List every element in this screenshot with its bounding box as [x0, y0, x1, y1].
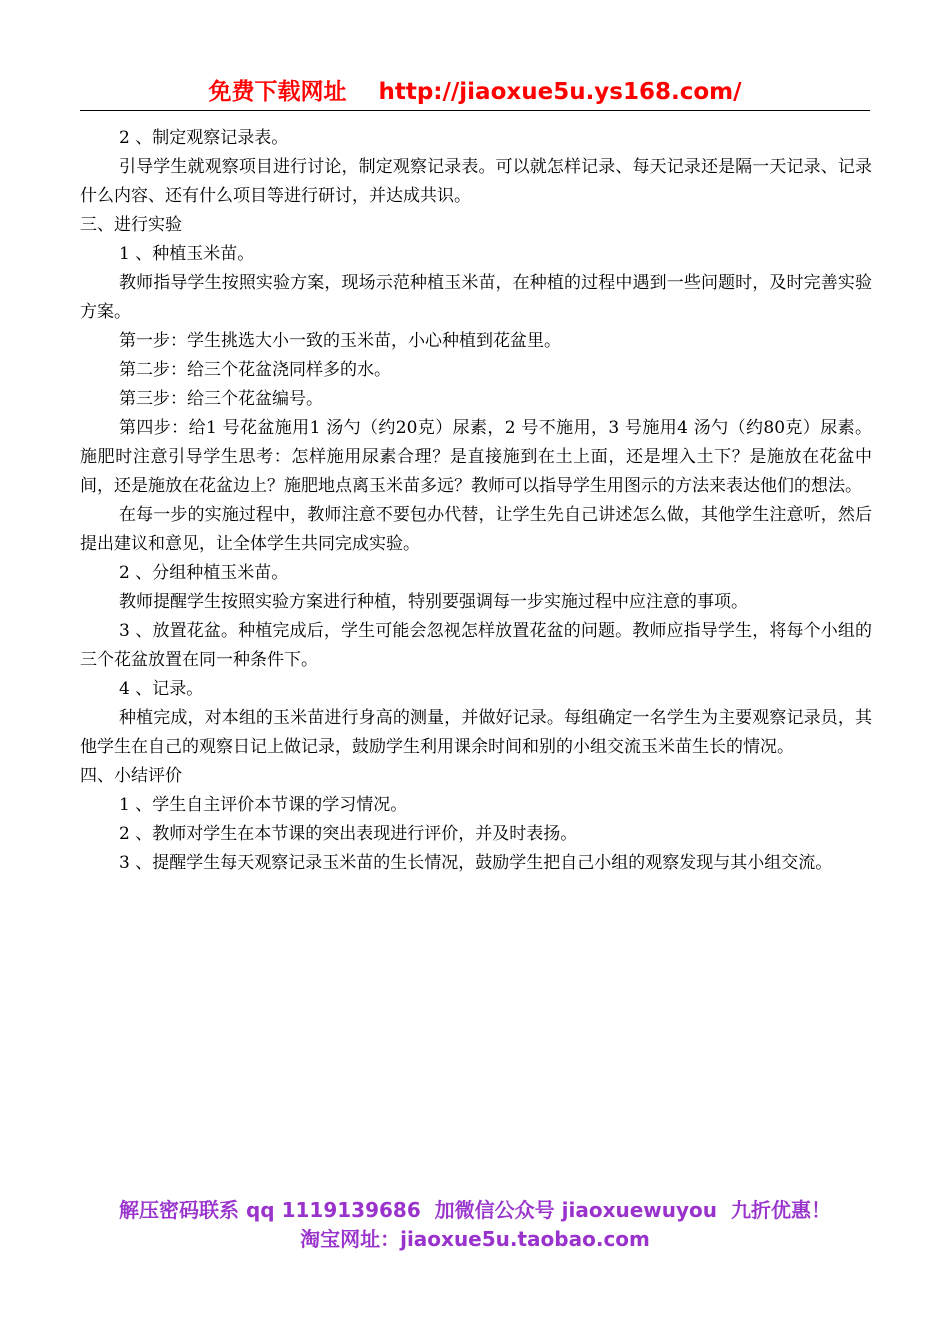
paragraph: 引导学生就观察项目进行讨论，制定观察记录表。可以就怎样记录、每天记录还是隔一天记录、记录什么内容、还有什么项目等进行研讨，并达成共识。: [80, 157, 872, 206]
paragraph: 4 、记录。: [119, 679, 204, 699]
paragraph: 第三步：给三个花盆编号。: [119, 389, 323, 409]
paragraph: 第二步：给三个花盆浇同样多的水。: [119, 360, 391, 380]
footer-contact-line: 解压密码联系 qq 1119139686 加微信公众号 jiaoxuewuyou 九折优惠！: [119, 1198, 831, 1222]
paragraph: 在每一步的实施过程中，教师注意不要包办代替，让学生先自己讲述怎么做，其他学生注意听，然后提出建议和意见，让全体学生共同完成实验。: [80, 505, 872, 554]
paragraph: 2 、教师对学生在本节课的突出表现进行评价，并及时表扬。: [119, 824, 578, 844]
section-heading: 三、进行实验: [80, 215, 182, 235]
paragraph: 2 、分组种植玉米苗。: [119, 563, 289, 583]
paragraph: 3 、提醒学生每天观察记录玉米苗的生长情况，鼓励学生把自己小组的观察发现与其小组交流。: [119, 853, 833, 873]
page-footer: [0, 1196, 950, 1254]
section-heading: 四、小结评价: [80, 766, 182, 786]
paragraph: 种植完成，对本组的玉米苗进行身高的测量，并做好记录。每组确定一名学生为主要观察记录员，其他学生在自己的观察日记上做记录，鼓励学生利用课余时间和别的小组交流玉米苗生长的情况。: [80, 708, 872, 757]
paragraph: 1 、种植玉米苗。: [119, 244, 255, 264]
paragraph: 教师提醒学生按照实验方案进行种植，特别要强调每一步实施过程中应注意的事项。: [119, 592, 748, 612]
paragraph: 1 、学生自主评价本节课的学习情况。: [119, 795, 408, 815]
paragraph: 教师指导学生按照实验方案，现场示范种植玉米苗，在种植的过程中遇到一些问题时，及时完善实验方案。: [80, 273, 872, 322]
header-url-link[interactable]: http://jiaoxue5u.ys168.com/: [378, 79, 742, 105]
paragraph: 第一步：学生挑选大小一致的玉米苗，小心种植到花盆里。: [119, 331, 561, 351]
paragraph: 第四步：给1 号花盆施用1 汤勺（约20克）尿素，2 号不施用，3 号施用4 汤勺（约80克）尿素。施肥时注意引导学生思考：怎样施用尿素合理？是直接施到在土上面，还是埋入土下？是施放在花盆中间，还是施放在花盆边上？施肥地点离玉米苗多远？教师可以指导学生用图示的方法来表达他们的想法。: [80, 418, 872, 496]
page-header: [80, 74, 870, 111]
footer-shop-link[interactable]: 淘宝网址：jiaoxue5u.taobao.com: [300, 1227, 650, 1251]
paragraph: 3 、放置花盆。种植完成后，学生可能会忽视怎样放置花盆的问题。教师应指导学生，将每个小组的三个花盆放置在同一种条件下。: [80, 621, 872, 670]
header-label: 免费下载网址: [208, 79, 347, 105]
document-body: [80, 124, 872, 878]
paragraph: 2 、制定观察记录表。: [119, 128, 289, 148]
